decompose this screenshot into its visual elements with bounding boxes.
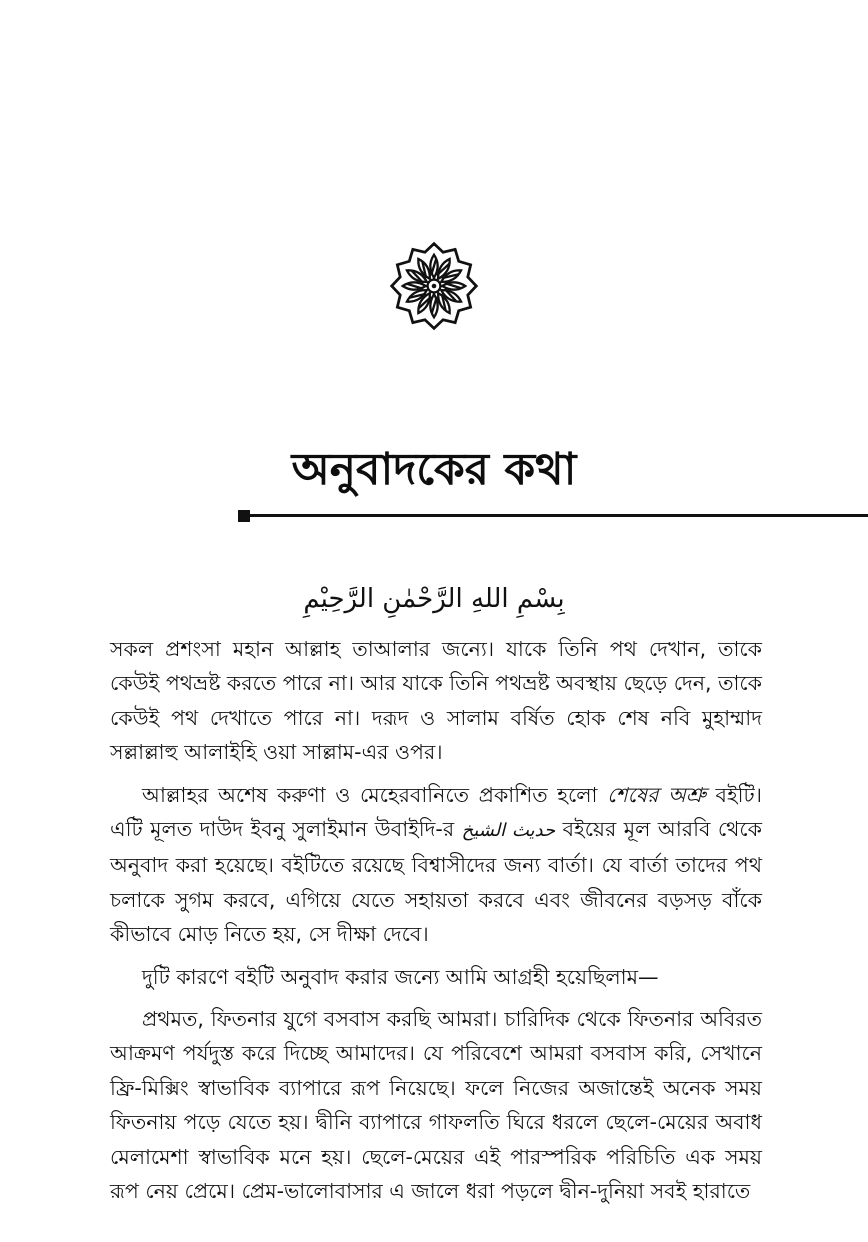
body-text: [110, 632, 762, 1217]
basmala: بِسْمِ اللهِ الرَّحْمٰنِ الرَّحِيْمِ: [303, 584, 565, 614]
paragraph-3: দুটি কারণে বইটি অনুবাদ করার জন্যে আমি আগ্রহী হয়েছিলাম—: [142, 964, 659, 989]
title-divider: [238, 510, 868, 522]
paragraph-2-part-3: বইয়ের মূল আরবি থেকে অনুবাদ করা হয়েছে। বইটিতে রয়েছে বিশ্বাসীদের জন্য বার্তা। যে বার্তা তাদের পথ চলাকে সুগম করবে, এগিয়ে যেতে সহায়তা করবে এবং জীবনের বড়সড় বাঁকে কীভাবে মোড় নিতে হয়, সে দীক্ষা দেবে।: [110, 817, 763, 947]
divider-line: [250, 514, 868, 517]
paragraph-2-part-1: আল্লাহর অশেষ করুণা ও মেহেরবানিতে প্রকাশিত হলো: [142, 782, 608, 807]
arabic-book-title: حديث الشيخ: [461, 820, 556, 842]
divider-square-bullet: [238, 510, 250, 522]
book-title: শেষের অশ্রু: [607, 782, 706, 807]
rosette-ornament-icon: [388, 240, 480, 332]
paragraph-2-part-2: বইটি। এটি মূলত দাউদ ইবনু সুলাইমান উবাইদি-র: [110, 782, 762, 842]
paragraph-4: প্রথমত, ফিতনার যুগে বসবাস করছি আমরা। চারিদিক থেকে ফিতনার অবিরত আক্রমণ পর্যদুস্ত করে দিচ্ছে আমাদের। যে পরিবেশে আমরা বসবাস করি, সেখানে ফ্রি-মিক্সিং স্বাভাবিক ব্যাপারে রূপ নিয়েছে। ফলে নিজের অজান্তেই অনেক সময় ফিতনায় পড়ে যেতে হয়। দ্বীনি ব্যাপারে গাফলতি ঘিরে ধরলে ছেলে-মেয়ের অবাধ মেলামেশা স্বাভাবিক মনে হয়। ছেলে-মেয়ের এই পারস্পরিক পরিচিতি এক সময় রূপ নেয় প্রেমে। প্রেম-ভালোবাসার এ জালে ধরা পড়লে দ্বীন-দুনিয়া সবই হারাতে: [110, 1007, 762, 1204]
chapter-title: অনুবাদকের কথা: [291, 444, 577, 495]
paragraph-2: [110, 778, 762, 952]
paragraph-1: সকল প্রশংসা মহান আল্লাহ তাআলার জন্যে। যাকে তিনি পথ দেখান, তাকে কেউই পথভ্রষ্ট করতে পারে না। আর যাকে তিনি পথভ্রষ্ট অবস্থায় ছেড়ে দেন, তাকে কেউই পথ দেখাতে পারে না। দরূদ ও সালাম বর্ষিত হোক শেষ নবি মুহাম্মাদ সল্লাল্লাহু আলাইহি ওয়া সাল্লাম-এর ওপর।: [110, 637, 762, 765]
